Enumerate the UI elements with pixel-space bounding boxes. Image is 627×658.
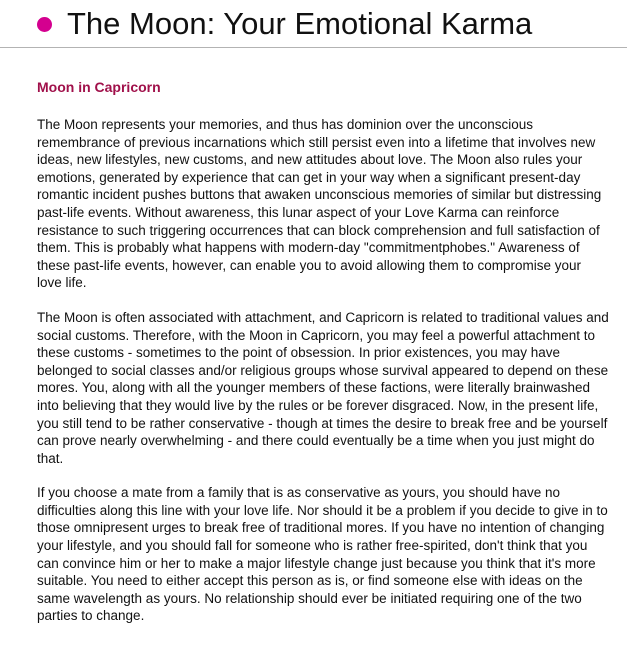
bullet-dot-icon: [37, 17, 52, 32]
paragraph-1: The Moon represents your memories, and thus has dominion over the unconscious remembrance of previous incarnations which still persist even into a lifetime that involves new ideas, new lifestyles, new customs, and new attitudes about love. The Moon also rules your emotions, generated by experience that can get in your way when a significant present-day romantic incident pushes buttons that awaken unconscious memories of similar but distressing past-life events. Without awareness, this lunar aspect of your Love Karma can reinforce resistance to such triggering occurrences that can block comprehension and full satisfaction of them. This is probably what happens with modern-day "commitmentphobes." Awareness of these past-life events, however, can enable you to avoid allowing them to compromise your love life.: [37, 117, 602, 291]
paragraph-2: The Moon is often associated with attachment, and Capricorn is related to traditional values and social customs. Therefore, with the Moon in Capricorn, you may feel a powerful attachment to these customs - sometimes to the point of obsession. In prior existences, you may have belonged to social classes and/or religious groups whose survival appeared to depend on these mores. You, along with all the younger members of these factions, were literally brainwashed into believing that they would live by the rules or be forever disgraced. Now, in the present life, you still tend to be rather conservative - though at times the desire to break free and be yourself can prove nearly overwhelming - and there could eventually be a time when you just might do that.: [37, 309, 609, 466]
article-body: [37, 78, 609, 642]
paragraph-3: If you choose a mate from a family that is as conservative as yours, you should have no difficulties along this line with your love life. Nor should it be a problem if you decide to give in to those omnipresent urges to break free of traditional mores. If you have no intention of changing your lifestyle, and you should fall for someone who is rather free-spirited, don't think that you can convince him or her to make a major lifestyle change just because you think that it's more suitable. You need to either accept this person as is, or find someone else with ideas on the same wavelength as yours. No relationship should ever be initiated requiring one of the two parties to change.: [37, 485, 608, 624]
page-header: [0, 0, 627, 48]
section-heading: Moon in Capricorn: [37, 79, 161, 95]
page-title: The Moon: Your Emotional Karma: [67, 6, 533, 41]
